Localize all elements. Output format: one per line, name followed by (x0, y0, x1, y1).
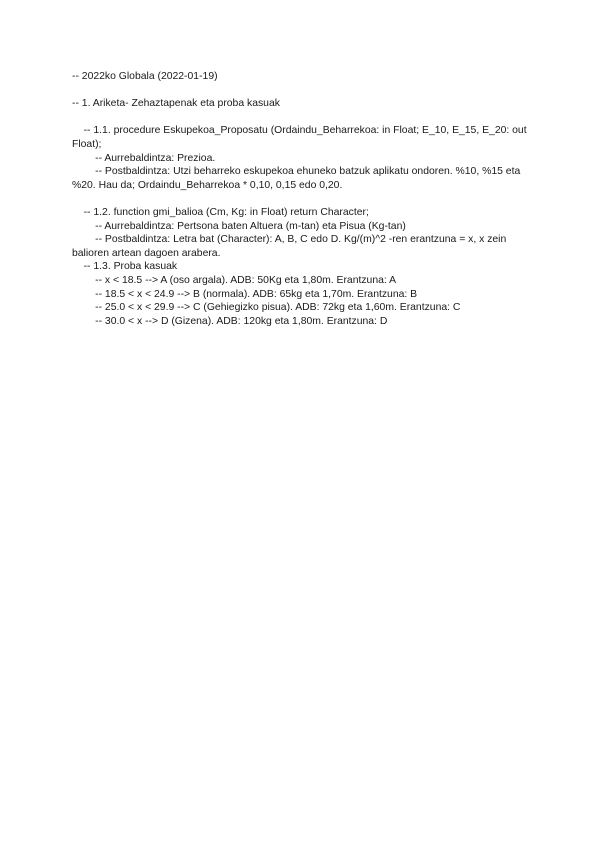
precondition-comment: -- Aurrebaldintza: Prezioa. (72, 152, 216, 164)
test-case-comment: -- x < 18.5 --> A (oso argala). ADB: 50Kg eta 1,80m. Erantzuna: A (72, 274, 397, 286)
procedure-signature-comment: -- 1.1. procedure Eskupekoa_Proposatu (Ordaindu_Beharrekoa: in Float; E_10, E_15, E_20: out Float); (72, 125, 530, 150)
document-body (72, 70, 532, 328)
test-case-comment: -- 30.0 < x --> D (Gizena). ADB: 120kg eta 1,80m. Erantzuna: D (72, 315, 388, 327)
document-title-comment: -- 2022ko Globala (2022-01-19) (72, 71, 218, 82)
postcondition-comment: -- Postbaldintza: Utzi beharreko eskupekoa ehuneko batzuk aplikatu ondoren. %10, %15 eta %20. Hau da; Ordaindu_Beharrekoa * 0,10, 0,15 edo 0,20. (72, 166, 524, 191)
test-case-comment: -- 25.0 < x < 29.9 --> C (Gehiegizko pisua). ADB: 72kg eta 1,60m. Erantzuna: C (72, 302, 461, 314)
test-case-comment: -- 18.5 < x < 24.9 --> B (normala). ADB: 65kg eta 1,70m. Erantzuna: B (72, 288, 418, 300)
precondition-comment: -- Aurrebaldintza: Pertsona baten Altuera (m-tan) eta Pisua (Kg-tan) (72, 220, 406, 232)
postcondition-comment: -- Postbaldintza: Letra bat (Character): A, B, C edo D. Kg/(m)^2 -ren erantzuna = x, x zein balioren artean dagoen arabera. (72, 234, 510, 259)
blank-line (72, 111, 532, 125)
test-cases-heading-comment: -- 1.3. Proba kasuak (72, 261, 178, 273)
blank-line (72, 192, 532, 206)
blank-line (72, 84, 532, 98)
function-signature-comment: -- 1.2. function gmi_balioa (Cm, Kg: in Float) return Character; (72, 206, 369, 218)
exercise-heading-comment: -- 1. Ariketa- Zehaztapenak eta proba kasuak (72, 98, 280, 110)
